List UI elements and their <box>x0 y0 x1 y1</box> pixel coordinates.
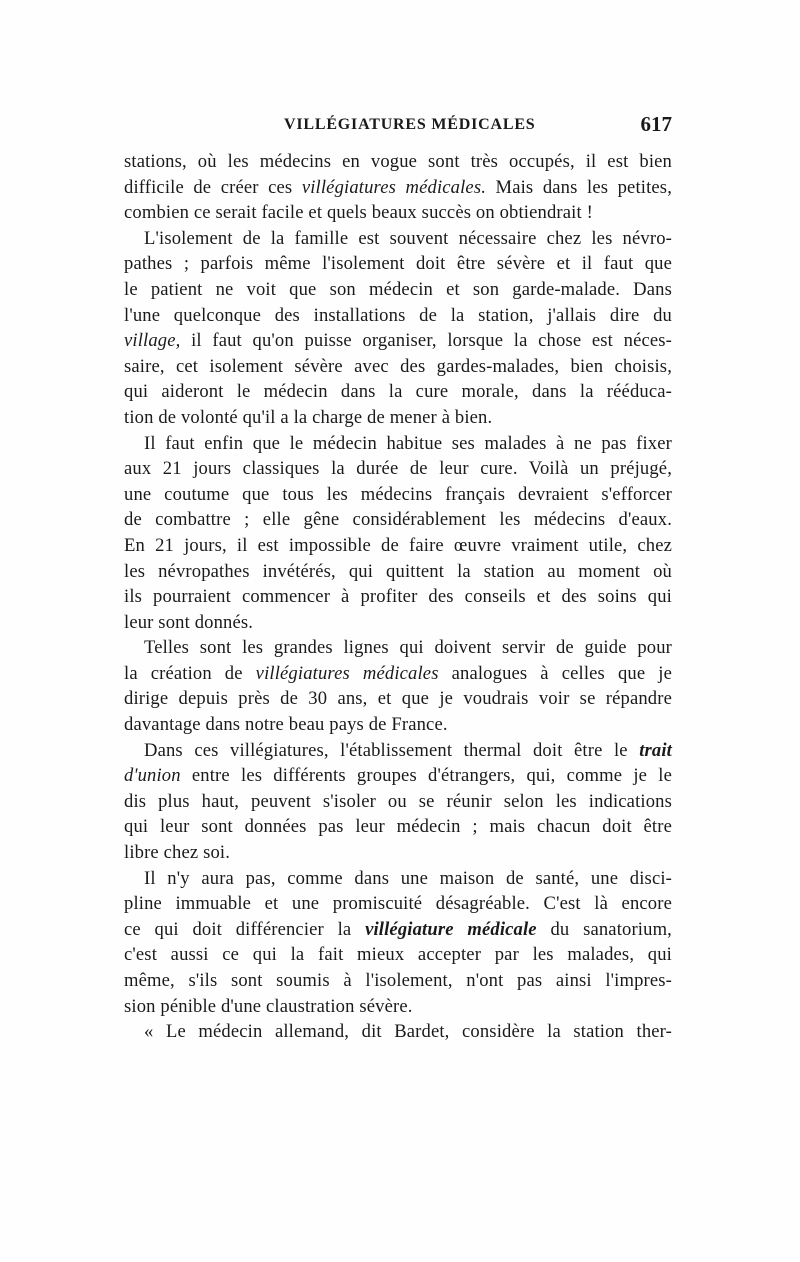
page-number: 617 <box>640 112 672 136</box>
text-line: même, s'ils sont soumis à l'isolement, n'ont pas ainsi l'impres- <box>124 970 672 991</box>
text-line: L'isolement de la famille est souvent nécessaire chez les névro- <box>144 227 672 249</box>
text-line: leur sont donnés. <box>124 611 254 633</box>
text-line: ils pourraient commencer à profiter des conseils et des soins qui <box>124 586 672 608</box>
emphasis-text: villégiatures médicales. <box>301 176 487 198</box>
text-line: l'une quelconque des installations de la station, j'allais dire du <box>124 304 672 326</box>
text-line: tion de volonté qu'il a la charge de mener à bien. <box>124 406 493 428</box>
text-line: libre chez soi. <box>124 842 231 864</box>
text-line: d'union entre les différents groupes d'étrangers, qui, comme je le <box>124 765 672 787</box>
emphasis-text: villégiatures médicales <box>255 662 439 684</box>
text-line: Dans ces villégiatures, l'établissement thermal doit être le trait <box>144 739 672 761</box>
text-line: les névropathes invétérés, qui quittent la station au moment où <box>124 560 672 582</box>
text-line: ce qui doit différencier la villégiature médicale du sanatorium, <box>124 918 672 940</box>
text-line: combien ce serait facile et quels beaux succès on obtiendrait ! <box>124 202 593 224</box>
text-line: pline immuable et une promiscuité désagréable. C'est là encore <box>124 893 672 915</box>
text-line: qui aideront le médecin dans la cure morale, dans la rééduca- <box>124 381 672 403</box>
emphasis-text: d'union <box>124 765 181 787</box>
text-line: Telles sont les grandes lignes qui doivent servir de guide pour <box>144 637 672 659</box>
text-line: qui leur sont données pas leur médecin ; mais chacun doit être <box>124 816 672 838</box>
text-line: Il faut enfin que le médecin habitue ses malades à ne pas fixer <box>144 432 672 454</box>
text-line: c'est aussi ce qui la fait mieux accepter par les malades, qui <box>124 944 672 966</box>
text-line: Il n'y aura pas, comme dans une maison de santé, une disci- <box>144 867 672 889</box>
text-line: aux 21 jours classiques la durée de leur cure. Voilà un préjugé, <box>124 458 672 480</box>
text-line: village, il faut qu'on puisse organiser, lorsque la chose est néces- <box>124 330 672 352</box>
text-line: de combattre ; elle gêne considérablement les médecins d'eaux. <box>124 509 672 531</box>
text-line: « Le médecin allemand, dit Bardet, considère la station ther- <box>144 1021 672 1043</box>
emphasis-text: village, <box>124 330 181 352</box>
text-line: la création de villégiatures médicales analogues à celles que je <box>124 662 672 684</box>
running-title: VILLÉGIATURES MÉDICALES <box>284 116 536 133</box>
body-text <box>124 149 672 1045</box>
emphasis-text: villégiature médicale <box>365 918 537 940</box>
running-header <box>124 112 672 142</box>
text-line: En 21 jours, il est impossible de faire œuvre vraiment utile, chez <box>124 534 672 556</box>
text-line: dis plus haut, peuvent s'isoler ou se réunir selon les indications <box>124 790 672 812</box>
text-line: difficile de créer ces villégiatures médicales. Mais dans les petites, <box>124 176 672 198</box>
text-line: sion pénible d'une claustration sévère. <box>124 995 413 1017</box>
emphasis-text: trait <box>639 739 672 761</box>
text-line: saire, cet isolement sévère avec des gardes-malades, bien choisis, <box>124 355 672 377</box>
text-line: le patient ne voit que son médecin et son garde-malade. Dans <box>124 278 672 300</box>
text-line: pathes ; parfois même l'isolement doit être sévère et il faut que <box>124 253 672 275</box>
text-line: davantage dans notre beau pays de France. <box>124 714 448 736</box>
text-line: stations, où les médecins en vogue sont très occupés, il est bien <box>124 151 672 172</box>
text-line: dirige depuis près de 30 ans, et que je voudrais voir se répandre <box>124 688 672 710</box>
text-line: une coutume que tous les médecins français devraient s'efforcer <box>124 483 672 505</box>
